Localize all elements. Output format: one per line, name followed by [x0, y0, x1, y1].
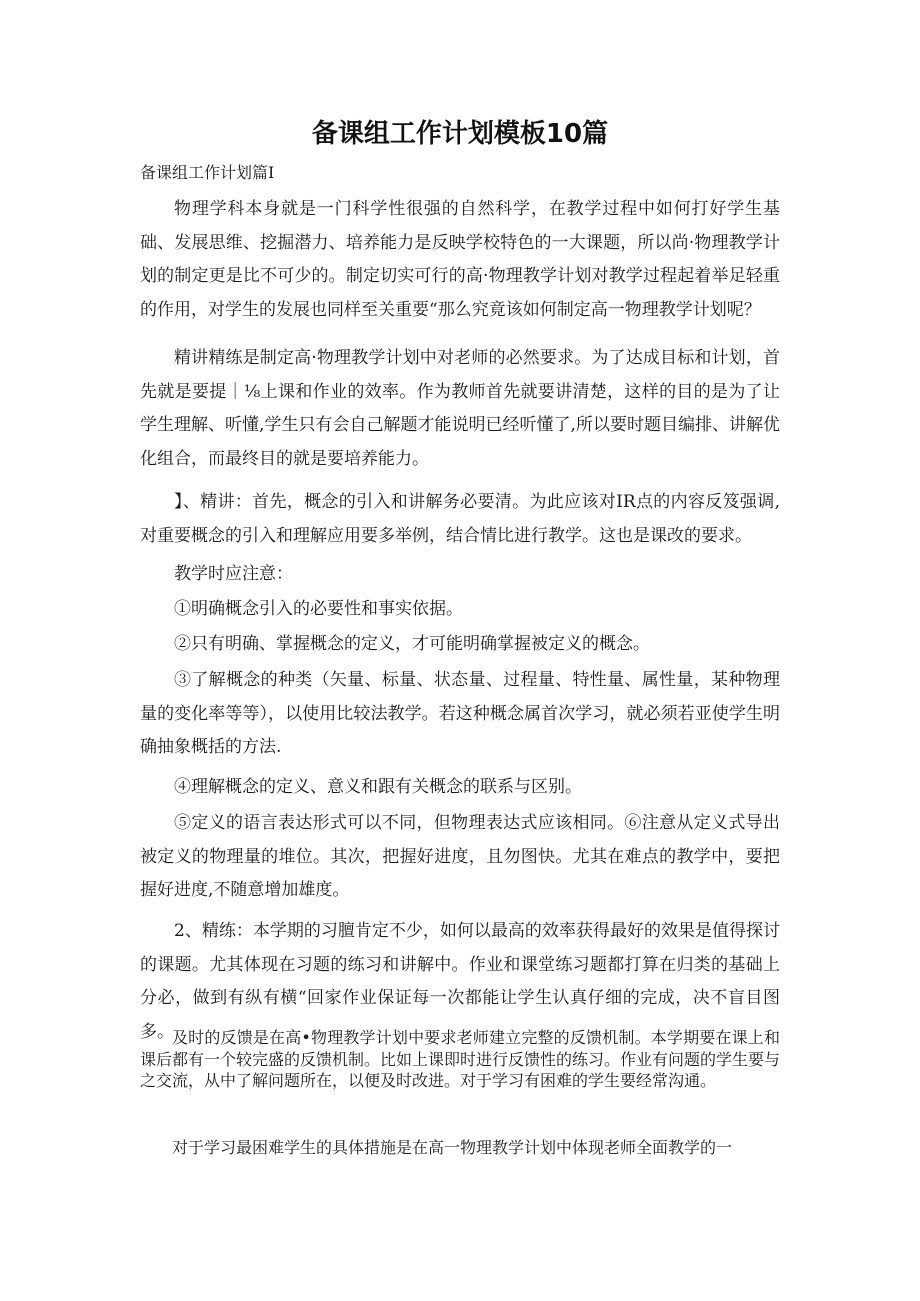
paragraph: 精讲精练是制定高·物理教学计划中对老师的必然要求。为了达成目标和计划，首先就是要提｜⅛上课和作业的效率。作为教师首先就要讲清楚，这样的目的是为了让学生理解、听懂,学生只有会自己解题才能说明已经听懂了,所以要时题目编排、讲解优化组合，而最终目的就是要培养能力。 [140, 348, 780, 469]
paragraph: ③了解概念的种类（矢量、标量、状态量、过程量、特性量、属性量，某种物理量的变化率等等），以使用比较法教学。若这种概念属首次学习，就必须若亚使学生明确抽象概括的方法. [140, 670, 780, 757]
paragraph: 及时的反馈是在高•物理教学计划中要求老师建立完整的反馈机制。本学期要在课上和课后都有一个较完盛的反馈机制。比如上课即时进行反馈性的练习。作业有问题的学生要与之交流，从中了解问题所在，以便及时改进。对于学习有困难的学生要经常沟通。 [140, 1028, 781, 1090]
paragraph: 对于学习最困难学生的具体措施是在高一物理教学计划中体现老师全面教学的一 [172, 1138, 733, 1157]
paragraph: ④理解概念的定义、意义和跟有关概念的联系与区别。 [174, 777, 582, 797]
paragraph: ①明确概念引入的必要性和事实依据。 [174, 599, 463, 619]
paragraph: ②只有明确、掌握概念的定义，才可能明确掌握被定义的概念。 [174, 634, 650, 654]
paragraph: 教学时应注意： [174, 564, 293, 584]
document-title: 备课组工作计划模板10篇 [311, 119, 609, 149]
paragraph: 】、精讲：首先，概念的引入和讲解务必要清。为此应该对IR点的内容反笈强调,对重要概念的引入和理解应用要多举例，结合情比进行教学。这也是课改的要求。 [140, 492, 780, 546]
section-heading: 备课组工作计划篇Ⅰ [140, 163, 275, 182]
paragraph: 2、精练：本学期的习膻肯定不少，如何以最高的效率获得最好的效果是值得探讨的课题。尤其体现在习题的练习和讲解中。作业和课堂练习题都打算在归类的基础上分必，做到有纵有横“回家作业保证每一次都能让学生认真仔细的完成，决不盲目图多。 [140, 921, 780, 1042]
paragraph: ⑤定义的语言表达形式可以不同，但物理表达式应该相同。⑥注意从定义式导出被定义的物理量的堆位。其次，把握好进度，且勿图快。尤其在难点的教学中，要把握好进度,不随意增加雄度。 [140, 813, 780, 900]
paragraph: 物理学科本身就是一门科学性很强的自然科学，在教学过程中如何打好学生基础、发展思维、挖掘潜力、培养能力是反映学校特色的一大课题，所以尚·物理教学计划的制定更是比不可少的。制定切实可行的高·物理教学计划对教学过程起着举足轻重的作用，对学生的发展也同样至关重要“那么究竟该如何制定高一物理教学计划呢？ [140, 199, 780, 320]
